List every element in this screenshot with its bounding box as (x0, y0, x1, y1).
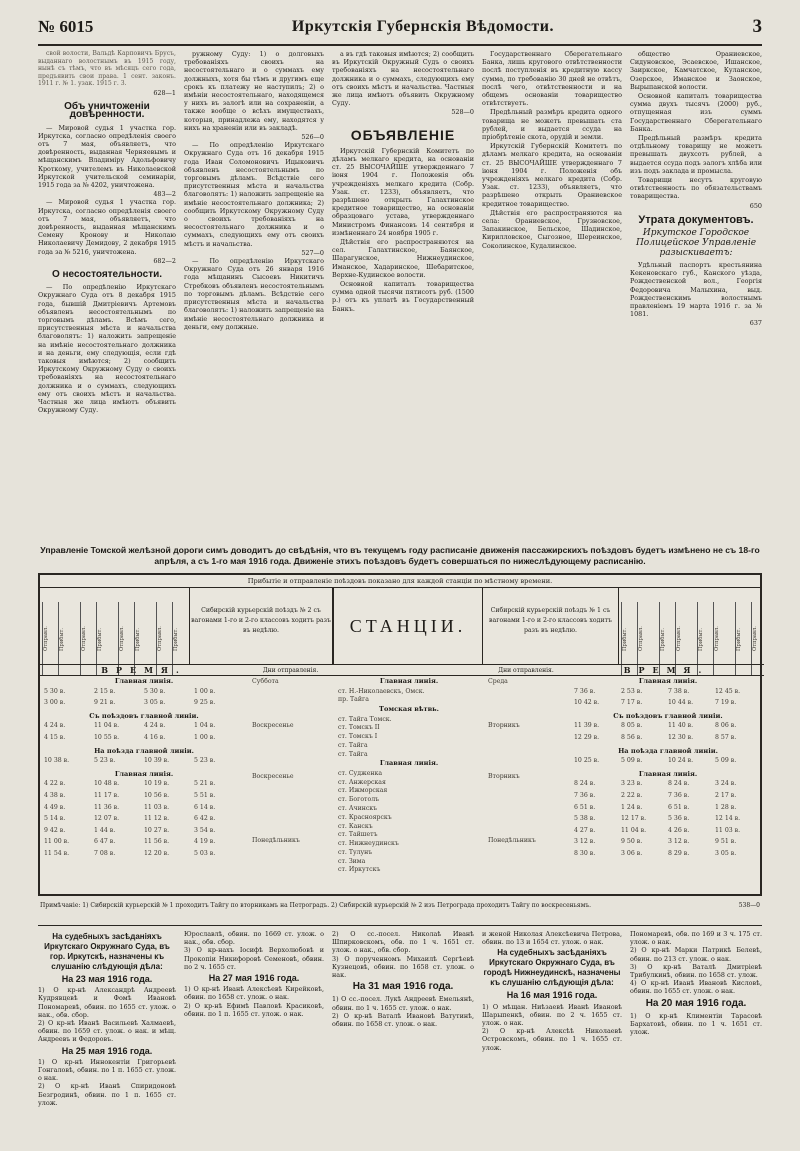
timetable-section-heading: На поѣзда главной линіи. (618, 746, 718, 755)
station-name: ст. Томскъ II (338, 724, 380, 732)
time-cell: 4 19 в. (194, 838, 216, 846)
station-name: ст. Зима (338, 857, 366, 865)
station-name: ст. Тулунъ (338, 848, 373, 856)
bottom-column-3 (332, 930, 474, 1147)
time-cell: 2 15 в. (94, 687, 116, 695)
railway-timetable (38, 573, 762, 896)
time-cell: 1 00 в. (194, 687, 216, 695)
heading-utrata: Утрата документовъ. (638, 213, 754, 226)
days-label-left: Дни отправленія. (248, 664, 333, 676)
day-cell: Воскресенье (252, 773, 294, 781)
bottom-column-5 (630, 930, 762, 1147)
time-cell: 12 30 в. (668, 733, 694, 741)
time-cell: 12 14 в. (715, 815, 741, 823)
time-cell: 11 00 в. (44, 838, 70, 846)
article-text: Иркутскій Губернскій Комитетъ по дѣламъ мелкаго кредита, на основаніи ст. 25 ВЫСОЧАЙШЕ утвержденнаго 7 іюня 1904 г. Положенія объ учрежденіяхъ мелкаго кредита (Собр. Узак. ст. 1233), объявляетъ, что разрѣшено открыть Ораниевское кредитное товарищество. (482, 142, 622, 208)
article-text: а въ гдѣ таковыя имѣются; 2) сообщить въ Иркутскій Окружный Судъ о своихъ требованіяхъ на несостоятельнаго должника и о суммахъ, следующихъ ему отъ своихъ мѣстъ и начальства. Частныя же лица имѣютъ объявить Окружному Суду. (332, 50, 474, 108)
time-cell: 6 51 в. (668, 803, 690, 811)
time-cell: 6 42 в. (194, 815, 216, 823)
time-cell: 10 19 в. (144, 780, 170, 788)
time-cell: 11 03 в. (144, 803, 170, 811)
time-cell: 12 17 в. (621, 815, 647, 823)
time-cell: 10 44 в. (668, 699, 694, 707)
time-cell: 11 40 в. (668, 722, 694, 730)
time-cell: 3 12 в. (668, 838, 690, 846)
station-name: ст. Тайшетъ (338, 831, 378, 839)
timetable-row (44, 688, 244, 696)
day-cell: Воскресенье (252, 721, 294, 729)
timetable-row (574, 838, 762, 846)
article-text: Предѣльный размѣръ кредита одного товарища не можетъ превышать ста рублей, и выдается ссуда на пріобрѣтеніе скота, орудій и земли. (482, 108, 622, 142)
time-cell: 6 47 в. (94, 838, 116, 846)
time-cell: 9 50 в. (621, 838, 643, 846)
column-2 (184, 50, 324, 540)
article-text: 2) О кр-нѣ Иванѣ Спиридоновѣ Безгродинѣ, обвин. по 1 п. 1655 ст. улож. (38, 1082, 176, 1107)
station-name: ст. Анжерская (338, 778, 386, 786)
left-times (44, 676, 244, 894)
time-cell: 8 56 в. (621, 733, 643, 741)
ref-number: 526—0 (301, 133, 324, 142)
railway-headline: Управленіе Томской желѣзной дороги симъ доводитъ до свѣдѣнія, что въ текущемъ году расписаніе движенія пассажирскихъ поѣздовъ будетъ измѣнено не съ 18-го апрѣля, а съ 1-го мая 1916 года. Движеніе этихъ поѣздовъ будетъ совершаться по нижеслѣдующему расписанію. (40, 545, 760, 566)
column-3 (332, 50, 474, 540)
upper-columns (38, 50, 762, 540)
time-label-right: ВРЕМЯ. (569, 664, 764, 676)
time-cell: 9 21 в. (94, 699, 116, 707)
article-text: 2) О кр-нѣ Алексѣѣ Николаевѣ Островскомъ, обвин. по 1 ч. 1655 ст. улож. (482, 1027, 622, 1052)
timetable-section-heading: Томская вѣтвь. (379, 704, 439, 713)
day-cell: Вторникъ (488, 721, 520, 729)
time-cell: 7 36 в. (574, 791, 596, 799)
article-text: — По опредѣленію Иркутскаго Окружнаго Суда отъ 8 декабря 1915 года, бывшій Дмитріевичъ Артемовъ объявленъ несостоятельнымъ по торговымъ дѣламъ. Всѣмъ сего, присутственныя мѣста и начальства благоволятъ: 1) наложить запрещеніе на имѣніе несостоятельнаго должника и на деньги, ему следующія, если гдѣ таковыя имѣются; 2) сообщить Иркутскому Окружному Суду о своихъ требованіяхъ на несостоятельнаго должника и о суммахъ, следующихъ ему отъ своихъ мѣстъ и начальства. Частныя же лица имѣютъ объявить Окружному Суду. (38, 283, 176, 415)
day-cell: Понедѣльникъ (252, 836, 300, 844)
article-text: Иркутскій Губернскій Комитетъ по дѣламъ мелкаго кредита, на основаніи ст. 25 ВЫСОЧАЙШЕ утвержденнаго 7 іюня 1904 г. Положенія объ учрежденіяхъ мелкаго кредита (Собр. Узак. ст. 1233), объявляетъ, что разрѣшено открыть Галахтинское кредитное товарищество, на основаніи образцоваго устава, утвержденнаго Министромъ Финансовъ 14 сентября и измѣненнаго 24 ноября 1905 г. (332, 146, 474, 237)
court-heading-nizhneudinsk: На судебныхъ засѣданіяхъ Иркутскаго Окружнаго Суда, въ городѣ Нижнеудинскѣ, назначены къ слушанію слѣдующія дѣла: (483, 948, 621, 988)
timetable-row (574, 827, 762, 835)
bottom-column-1 (38, 930, 176, 1147)
time-cell: 8 30 в. (574, 849, 596, 857)
station-name: ст. Боготолъ (338, 796, 380, 804)
day-cell: Среда (488, 678, 508, 685)
timetable-row (574, 757, 762, 765)
article-text: 2) О кр-нѣ Ваталѣ Ивановѣ Ватутинѣ, обвин. по 1658 ст. улож. о нак. (332, 1011, 474, 1029)
stations-header: СТАНЦІИ. (333, 588, 483, 664)
time-cell: 8 24 в. (574, 780, 596, 788)
station-name: ст. Иркутскъ (338, 866, 381, 874)
timetable-section-heading: Главная линія. (114, 677, 174, 685)
timetable-row (574, 722, 762, 730)
timetable-row (44, 850, 244, 858)
time-cell: 1 00 в. (194, 733, 216, 741)
court-heading-irkutsk: На судебныхъ засѣданіяхъ Иркутскаго Окружнаго Суда, въ гор. Иркутскѣ, назначены къ слушанію слѣдующія дѣла: (44, 932, 170, 971)
article-text: Дѣйствія его распространяются на села: Ораниевское, Грузновское, Запакинское, Бельское, Шадинское, Кирилловское, Сыгозное, Шереинское, Соколинское, Кудалинское. (482, 208, 622, 250)
station-name: ст. Ачинскъ (338, 805, 378, 812)
timetable-row (44, 734, 244, 742)
time-cell: 10 24 в. (668, 757, 694, 765)
right-time-headers: Прибыт. Отправл. Прибыт. Отправл. Прибыт. Отправл. Прибыт. Отправл. (619, 588, 764, 664)
time-cell: 11 36 в. (94, 803, 120, 811)
timetable-row (44, 827, 244, 835)
time-cell: 8 06 в. (715, 722, 737, 730)
ref-number: 538—0 (738, 902, 760, 909)
date-heading: На 20 мая 1916 года. (645, 997, 747, 1009)
time-cell: 10 48 в. (94, 780, 120, 788)
time-cell: 1 44 в. (94, 826, 116, 834)
timetable-row (574, 804, 762, 812)
article-text: 1) О кр-нѣ Александрѣ Андреевѣ Кудрявцевѣ и Фомѣ Ивановѣ Пономаревѣ, обвин. по 1655 ст. улож. о нак., обв. сбор. (38, 986, 176, 1019)
article-text: 1) О кр-нѣ Климентіи Тарасовѣ Бархатовѣ, обвин. по 1 ч. 1651 ст. улож. (630, 1011, 762, 1037)
time-cell: 5 21 в. (194, 780, 216, 788)
timetable-note: Примѣчаніе: 1) Сибирскій курьерскій № 1 проходитъ Тайгу по вторникамъ на Петроградъ. 2) Сибирскій курьерскій № 2 изъ Петрограда проходитъ Тайгу по воскресеньямъ. 538—0 (40, 902, 760, 909)
time-cell: 10 39 в. (144, 757, 170, 765)
timetable-section-heading: Главная линія. (638, 769, 698, 778)
bottom-column-2 (184, 930, 324, 1147)
time-cell: 5 51 в. (194, 791, 216, 799)
time-cell: 5 36 в. (668, 815, 690, 823)
time-cell: 5 14 в. (44, 815, 66, 823)
article-text: 2) О кр-нѣ Марки Патрикѣ Белевѣ, обвин. по 213 ст. улож. о нак. (630, 946, 762, 963)
time-cell: 11 54 в. (44, 849, 70, 857)
article-text: — По опредѣленію Иркутскаго Окружнаго Суда отъ 16 декабря 1915 года Иван Соломоновичъ Ицыковичъ объявленъ несостоятельнымъ по торговымъ дѣламъ. Всѣдствіе сего присутственныя мѣста и начальства благоволятъ: 1) наложить запрещеніе на имѣніе несостоятельнаго должника; 2) сообщить Иркутскому Окружному Суду о своихъ требованіяхъ на несостоятельнаго должника и о суммахъ, следующихъ ему отъ своихъ мѣстъ и начальства. (184, 141, 324, 248)
time-label-left: ВРЕМЯ. (40, 664, 248, 676)
time-cell: 4 24 в. (44, 722, 66, 730)
time-cell: 7 38 в. (668, 687, 690, 695)
timetable-row (44, 792, 244, 800)
day-cell: Суббота (252, 678, 279, 685)
time-cell: 2 53 в. (621, 687, 643, 695)
timetable-section-heading: Главная линія. (638, 677, 698, 685)
station-name: ст. Тайга Томск. (338, 715, 392, 723)
time-cell: 9 51 в. (715, 838, 737, 846)
time-cell: 1 28 в. (715, 803, 737, 811)
train-2-header: Сибирскій курьерскій поѣздъ № 2 съ вагонами 1-го и 2-го классовъ ходитъ разъ въ недѣлю. (190, 588, 333, 664)
time-cell: 12 29 в. (574, 733, 600, 741)
time-cell: 7 08 в. (94, 849, 116, 857)
time-cell: 6 14 в. (194, 803, 216, 811)
article-text: Основной капиталъ товарищества сумма одной тысячи пятисотъ руб. (1500 р.) отъ къ уплатѣ въ Государственный Банкъ. (332, 280, 474, 313)
article-text: 2) О кр-нѣ Иванѣ Васильевѣ Халмаевѣ, обвин. по 1659 ст. улож. о нак. и мѣщ. Андреевъ и Федоровъ. (38, 1019, 176, 1044)
heading-obyavlenie: ОБЪЯВЛЕНІЕ (350, 126, 456, 143)
time-cell: 4 26 в. (668, 826, 690, 834)
article-text: 1) О сс.-посел. Лукѣ Андреевѣ Емельянѣ, обвин. по 1 ч. 1655 ст. улож. о нак. (332, 995, 474, 1012)
time-cell: 3 00 в. (44, 699, 66, 707)
time-cell: 2 22 в. (621, 791, 643, 799)
heading-doverennost: Объ уничтоженіи довѣренности. (64, 101, 150, 121)
time-cell: 4 24 в. (144, 722, 166, 730)
time-cell: 11 03 в. (715, 826, 741, 834)
time-cell: 5 30 в. (144, 687, 166, 695)
time-cell: 2 17 в. (715, 791, 737, 799)
article-text: Юрославлѣ, обвин. по 1669 ст. улож. о нак., обв. сбор. (184, 930, 324, 947)
right-days (488, 676, 568, 894)
time-cell: 10 42 в. (574, 699, 600, 707)
time-cell: 5 38 в. (574, 815, 596, 823)
time-cell: 11 12 в. (144, 815, 170, 823)
article-text: 2) О кр-нѣ Ефимѣ Павловѣ Красиковѣ, обвин. по 1 п. 1655 ст. улож. о нак. (184, 1001, 324, 1018)
time-cell: 3 12 в. (574, 838, 596, 846)
time-cell: 4 27 в. (574, 826, 596, 834)
article-text: и женой Николая Алексѣевича Петрова, обвин. по 13 и 1654 ст. улож. о нак. (482, 930, 622, 947)
time-cell: 8 57 в. (715, 733, 737, 741)
ref-number: 637 (749, 319, 762, 328)
station-name: ст. Тайга (338, 750, 368, 758)
article-text: — Мировой судья 1 участка гор. Иркутска, согласно опредѣленія своего отъ 7 мая, объявляетъ, что довѣренность, выданная Черняевымъ и мѣщанскимъ Владиміру Адольфовичу Кроткому, учителемъ въ Николаевской Иркутской учительской семинаріи, 1915 года за № 4202, уничтожена. (38, 123, 176, 189)
timetable-row (44, 815, 244, 823)
column-5 (630, 50, 762, 540)
timetable-section-heading: На поѣзда главной линіи. (94, 746, 194, 755)
date-heading: На 25 мая 1916 года. (61, 1045, 153, 1056)
article-text: Пономаревѣ, обв. по 169 и 3 ч. 175 ст. улож. о нак. (630, 930, 762, 947)
page-number: 3 (752, 16, 762, 37)
ref-number: 682—2 (153, 256, 176, 265)
time-cell: 3 54 в. (194, 826, 216, 834)
column-1: свой волости, Вальдѣ Карповичъ Брусъ, выданнаго волостнымъ въ 1915 году, нынѣ съ тѣмъ, что въ мѣсяцъ сего года, предъявить свои права. 1 сент. законъ. 1911 г. № 1. узак. 1915 г. 3. 628—1 Объ уничтоженіи довѣренности. — Мировой судья 1 участка гор. Иркутска, согласно опредѣленія своего отъ 7 мая, объявляетъ, что довѣренность, выданная Черняевымъ и мѣщанскимъ Владиміру Адольфовичу Кроткому, учителемъ въ Николаевской Иркутской учительской семинаріи, 1915 года за № 4202, уничтожена. 483—2 — Мировой судья 1 участка гор. Иркутска, согласно опредѣленія своего отъ 7 мая, объявляетъ, что довѣренность, выданная мѣщанскимъ Семену Кронову и Николаю Николаевичу Демидову, 2 декабря 1915 года за № 5216, уничтожена. 682—2 О несостоятельности. — По опредѣленію Иркутскаго Окружнаго Суда отъ 8 декабря 1915 года, бывшій Дмитріевичъ Артемовъ объявленъ несостоятельнымъ по торговымъ дѣламъ. Всѣмъ сего, присутственныя мѣста и начальства благоволятъ: 1) наложить запрещеніе на имѣніе несостоятельнаго должника и на деньги, ему следующія, если гдѣ таковыя имѣются; 2) сообщить Иркутскому Окружному Суду о своихъ требованіяхъ на несостоятельнаго должника и о суммахъ, следующихъ ему отъ своихъ мѣстъ и начальства. Частныя же лица имѣютъ объявить Окружному Суду. (38, 50, 176, 415)
timetable-row (574, 699, 762, 707)
time-cell: 8 29 в. (668, 849, 690, 857)
timetable-section-heading: Главная линія. (379, 677, 439, 685)
article-text: — По опредѣленію Иркутскаго Окружнаго Суда отъ 26 января 1916 года мѣщанинъ Сысоевъ Никитичъ Стребковъ объявленъ несостоятельнымъ по торговымъ дѣламъ. Всѣдствіе сего присутственныя мѣста и начальства благоволятъ: 1) наложить запрещеніе на имѣніе несостоятельнаго должника и деньги, ему должные. (184, 257, 324, 331)
time-cell: 5 09 в. (621, 757, 643, 765)
time-cell: 6 51 в. (574, 803, 596, 811)
day-cell: Понедѣльникъ (488, 836, 536, 844)
station-name: ст. Красноярскъ (338, 813, 392, 821)
article-text: Товарищи несутъ круговую отвѣтственность по обязательствамъ товарищества. (630, 176, 762, 201)
station-list (338, 676, 480, 894)
time-cell: 10 56 в. (144, 791, 170, 799)
timetable-row (574, 780, 762, 788)
time-cell: 7 36 в. (574, 687, 596, 695)
ref-number: 483—2 (153, 190, 176, 199)
timetable-row (574, 850, 762, 858)
time-cell: 5 23 в. (194, 757, 216, 765)
station-name: ст. Н.-Николаевскъ, Омск. (338, 687, 425, 695)
right-times (574, 676, 762, 894)
timetable-row (44, 699, 244, 707)
newspaper-title: Иркутскія Губернскія Вѣдомости. (291, 18, 554, 35)
timetable-section-heading: Съ поѣздовъ главной линіи. (89, 711, 199, 720)
article-text: ружному Суду: 1) о долговыхъ требованіяхъ своихъ на несостоятельнаго и о суммахъ ему должныхъ, хотя бы тѣмъ и другимъ еще срокъ къ платежу не наступилъ; 2) о имѣніи несостоятельнаго, находящемся у нихъ въ залогѣ или на сохраненіи, а также вообще о всѣхъ имуществахъ, которыя, принадлежа ему, находятся у нихъ на храненіи или въ закладѣ. (184, 50, 324, 132)
timetable-section-heading: Главная линія. (114, 769, 174, 778)
day-cell: Вторникъ (488, 773, 520, 781)
timetable-row (44, 838, 244, 846)
date-heading: На 16 мая 1916 года. (506, 990, 598, 1001)
issue-number: № 6015 (38, 17, 94, 36)
timetable-row (44, 804, 244, 812)
ref-number: 650 (749, 201, 762, 210)
station-name: ст. Судженка (338, 769, 383, 777)
timetable-row (44, 722, 244, 730)
timetable-row (44, 757, 244, 765)
article-text: Удѣльный паспортъ крестьянина Кекеновскаго губ., Канского уѣзда, Рождественской вол., Георгія Федоровича Малыхина, выд. Рождественскимъ волостнымъ правленіемъ 19 марта 1916 г. за № 1081. (630, 261, 762, 319)
masthead (38, 10, 762, 46)
time-cell: 3 05 в. (715, 849, 737, 857)
bottom-columns (38, 925, 762, 1147)
date-heading: На 23 мая 1916 года. (61, 974, 153, 984)
time-cell: 9 42 в. (44, 826, 66, 834)
filler-text: свой волости, Вальдѣ Карповичъ Брусъ, выданнаго волостнымъ въ 1915 году, нынѣ съ тѣмъ, что въ мѣсяцъ сего года, предъявить свои права. 1 сент. законъ. 1911 г. № 1. узак. 1915 г. 3. (38, 50, 176, 88)
article-text: 2) О сс.-посел. Николаѣ Иванѣ Шпирковскомъ, обв. по 1 ч. 1651 ст. улож. о нак., обв. сбор. (332, 930, 474, 955)
time-cell: 4 49 в. (44, 803, 66, 811)
article-text: 1) О кр-нѣ Иннокентіи Григорьевѣ Гонгаловѣ, обвин. по 1 п. 1655 ст. улож. о нак. (38, 1057, 176, 1083)
date-heading: На 27 мая 1916 года. (208, 973, 300, 984)
time-cell: 11 17 в. (94, 791, 120, 799)
time-cell: 7 36 в. (668, 791, 690, 799)
time-cell: 11 56 в. (144, 838, 170, 846)
station-name: ст. Нижнеудинскъ (338, 840, 399, 848)
time-cell: 3 05 в. (144, 699, 166, 707)
left-time-headers: Отправл. Прибыт. Отправл. Прибыт. Отправл. Прибыт. Отправл. Прибыт. (40, 588, 190, 664)
timetable-row (44, 780, 244, 788)
train-1-header: Сибирскій курьерскій поѣздъ № 1 съ вагонами 1-го и 2-го классовъ ходитъ разъ въ недѣлю. (483, 588, 619, 664)
time-cell: 3 06 в. (621, 849, 643, 857)
time-cell: 12 45 в. (715, 687, 741, 695)
article-text: Дѣйствія его распространяются на сел. Галахтинское, Баянское, Шарагунское, Нижнеудинское, Иманское, Хадаринское, Шебаритское, Верхне-Кудинское волости. (332, 238, 474, 279)
article-text: 1) О мѣщан. Ниѣзаевѣ Иванѣ Ивановѣ Шарыпенкѣ, обвин. по 2 ч. 1655 ст. улож. о нак. (482, 1002, 622, 1028)
station-name: ст. Ижморская (338, 787, 388, 795)
days-label-right: Дни отправленія. (483, 664, 569, 676)
ref-number: 527—0 (301, 248, 324, 257)
time-cell: 5 23 в. (94, 757, 116, 765)
time-cell: 4 38 в. (44, 791, 66, 799)
station-name: ст. Тайга (338, 741, 368, 749)
heading-nesostoyatelnost: О несостоятельности. (51, 269, 163, 281)
time-cell: 11 04 в. (621, 826, 647, 834)
time-cell: 9 25 в. (194, 699, 216, 707)
station-name: ст. Томскъ I (338, 733, 378, 741)
time-cell: 8 24 в. (668, 780, 690, 788)
article-text: 3) О кр-нѣ Ваталѣ Дмитріевѣ Трибулкинѣ, обвин. по 1658 ст. улож. (630, 962, 762, 980)
time-cell: 5 30 в. (44, 687, 66, 695)
article-text: 1) О кр-нѣ Иванѣ Алексѣевѣ Кирейковѣ, обвин. по 1658 ст. улож. о нак. (184, 985, 324, 1002)
time-cell: 1 04 в. (194, 722, 216, 730)
article-text: Предѣльный размѣръ кредита отдѣльному товарищу не можетъ превышать двухсотъ рублей, а выдается ссуда подъ залогъ хлѣба или изъ подъ заклада и промысла. (630, 134, 762, 175)
station-name: ст. Канскъ (338, 822, 373, 830)
time-cell: 1 24 в. (621, 803, 643, 811)
timetable-section-heading: Главная линія. (379, 759, 439, 768)
article-text: 3) О порученномъ Михаилѣ Сергѣевѣ Кузнецовѣ, обвин. по 1658 ст. улож. о нак. (332, 954, 474, 980)
time-cell: 11 39 в. (574, 722, 600, 730)
timetable-section-heading: Съ поѣздовъ главной линіи. (613, 711, 723, 720)
station-name: пр. Тайга (338, 696, 369, 704)
article-text: — Мировой судья 1 участка гор. Иркутска, согласно опредѣленія своего отъ 7 мая, объявляетъ, что довѣренность, выданная мѣщанскимъ Семену Кронову и Николаю Николаевичу Демидову, 2 декабря 1915 года за № 5216, уничтожена. (38, 198, 176, 256)
timetable-row (574, 688, 762, 696)
time-cell: 11 04 в. (94, 722, 120, 730)
time-cell: 10 38 в. (44, 757, 70, 765)
time-cell: 12 07 в. (94, 815, 120, 823)
subheading-utrata: Иркутское Городское Полицейское Управленіе разыскиваетъ: (635, 228, 757, 259)
article-text: 3) О кр-нахъ Іосифѣ Верхолюбовѣ и Прокопіи Никифоровѣ Семеновѣ, обвин. по 2 ч. 1655 ст. (184, 946, 324, 971)
time-cell: 7 17 в. (621, 699, 643, 707)
time-cell: 10 27 в. (144, 826, 170, 834)
timetable-subhead: Прибытіе и отправленіе поѣздовъ показано для каждой станціи по мѣстному времени. (40, 575, 760, 588)
left-days (252, 676, 332, 894)
time-cell: 4 22 в. (44, 780, 66, 788)
ref-number: 528—0 (451, 108, 474, 117)
time-cell: 3 23 в. (621, 780, 643, 788)
time-cell: 10 55 в. (94, 733, 120, 741)
time-cell: 10 25 в. (574, 757, 600, 765)
time-cell: 4 15 в. (44, 733, 66, 741)
article-text: Государственнаго Сберегательнаго Банка, лишь кругового отвѣтственности послѣ поступленія въ кредитную кассу сумма, по требованію 30 дней не отвѣтъ, послѣ чего, отвѣтственности и на общемъ основаніи товарищество отвѣтствуетъ. (482, 50, 622, 108)
time-cell: 8 05 в. (621, 722, 643, 730)
article-text: Основной капиталъ товарищества сумма двухъ тысячъ (2000) руб., отпущенная изъ суммъ Государственнаго Сберегательнаго Банка. (630, 92, 762, 133)
timetable-row (574, 734, 762, 742)
time-cell: 5 03 в. (194, 849, 216, 857)
article-text: 4) О кр-нѣ Иванѣ Ивановѣ Кисловѣ, обвин. по 1655 ст. улож. о нак. (630, 979, 762, 996)
article-text: общество Ораниевское, Сидуновское, Эсаевское, Ишанское, Заиркское, Камчатское, Куланское, Озерское, Иманское и Заонское, Вырыпанской волости. (630, 50, 762, 91)
date-heading: На 31 мая 1916 года. (352, 981, 454, 993)
time-cell: 4 16 в. (144, 733, 166, 741)
timetable-row (574, 815, 762, 823)
time-cell: 3 24 в. (715, 780, 737, 788)
time-cell: 12 20 в. (144, 849, 170, 857)
time-cell: 7 19 в. (715, 699, 737, 707)
timetable-row (574, 792, 762, 800)
column-4 (482, 50, 622, 540)
bottom-column-4 (482, 930, 622, 1147)
time-cell: 5 09 в. (715, 757, 737, 765)
